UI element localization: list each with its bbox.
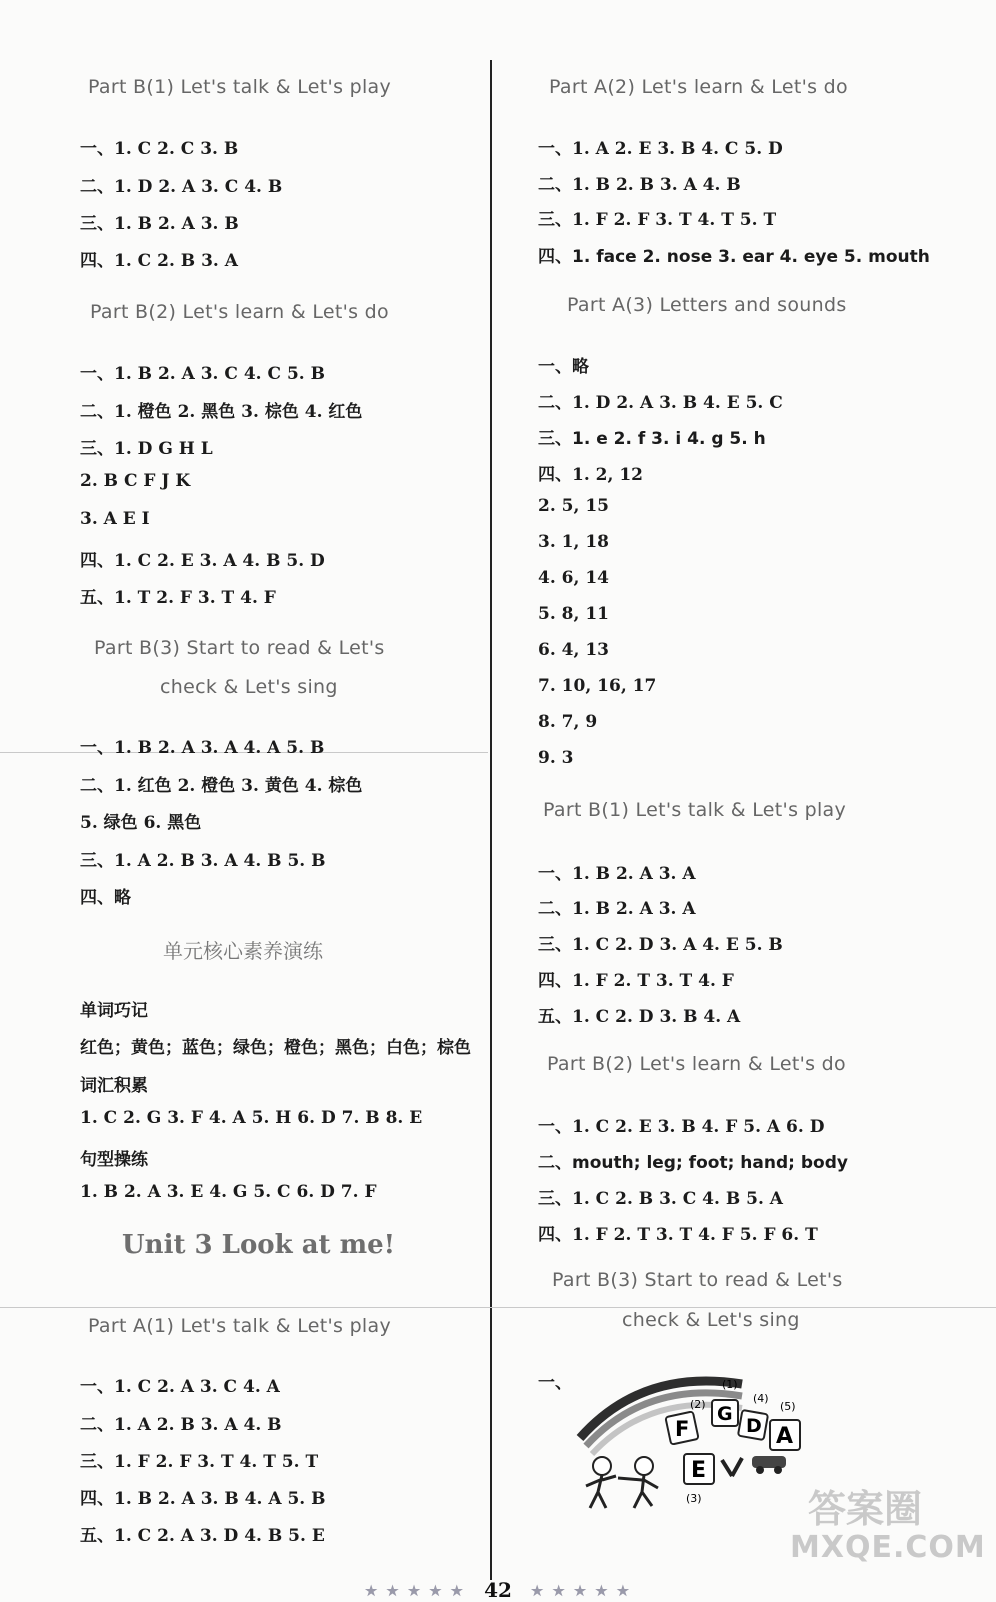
answer-line: 一、1. C 2. A 3. C 4. A bbox=[80, 1377, 280, 1397]
page-footer bbox=[0, 1578, 996, 1602]
book-icon bbox=[722, 1458, 742, 1476]
answer-line: 四、1. C 2. E 3. A 4. B 5. D bbox=[80, 551, 325, 571]
answer-line: 3. A E I bbox=[80, 509, 150, 529]
heading: Part B(3) Start to read & Let's bbox=[94, 637, 385, 659]
answer-line: 8. 7, 9 bbox=[538, 712, 598, 732]
answer-line: 四、1. 2, 12 bbox=[538, 465, 643, 485]
item-number: (5) bbox=[780, 1400, 796, 1413]
answer-line: 2. 5, 15 bbox=[538, 496, 609, 516]
rainbow-letters-figure bbox=[572, 1368, 822, 1526]
answer-line: 五、1. C 2. A 3. D 4. B 5. E bbox=[80, 1526, 325, 1546]
item-number: (4) bbox=[753, 1392, 769, 1405]
letter: D bbox=[746, 1415, 762, 1437]
letter: G bbox=[717, 1403, 733, 1425]
answer-line: 二、1. B 2. A 3. A bbox=[538, 899, 696, 919]
heading: Part B(1) Let's talk & Let's play bbox=[88, 76, 392, 98]
answer-line: 二、1. B 2. B 3. A 4. B bbox=[538, 175, 741, 195]
heading: Part B(2) Let's learn & Let's do bbox=[547, 1053, 846, 1075]
watermark-url: MXQE.COM bbox=[790, 1530, 986, 1565]
column-divider bbox=[490, 60, 492, 1580]
heading: Part B(1) Let's talk & Let's play bbox=[543, 799, 847, 821]
heading: Part A(2) Let's learn & Let's do bbox=[549, 76, 848, 98]
answer-line: 二、mouth; leg; foot; hand; body bbox=[538, 1153, 848, 1173]
answer-line: 三、1. C 2. D 3. A 4. E 5. B bbox=[538, 935, 783, 955]
answer-line: 一、1. B 2. A 3. A 4. A 5. B bbox=[80, 738, 325, 758]
page-number: 42 bbox=[484, 1578, 512, 1602]
letter: F bbox=[675, 1417, 690, 1441]
item-number: (1) bbox=[722, 1378, 738, 1391]
letter: A bbox=[776, 1424, 794, 1449]
answer-line: 三、1. B 2. A 3. B bbox=[80, 214, 239, 234]
answer-line: 四、1. C 2. B 3. A bbox=[80, 251, 238, 271]
answer-line: 一、1. C 2. C 3. B bbox=[80, 139, 239, 159]
letter: E bbox=[691, 1458, 707, 1483]
item-number: (2) bbox=[690, 1398, 706, 1411]
answer-line: 2. B C F J K bbox=[80, 471, 191, 491]
answer-line: 5. 绿色 6. 黑色 bbox=[80, 813, 202, 833]
children-icon bbox=[586, 1457, 658, 1508]
answer-line: 一、1. A 2. E 3. B 4. C 5. D bbox=[538, 139, 783, 159]
answer-line: 一、 bbox=[538, 1373, 572, 1393]
heading: Part A(3) Letters and sounds bbox=[567, 294, 847, 316]
answer-line: 7. 10, 16, 17 bbox=[538, 676, 657, 696]
answer-line: 三、1. C 2. B 3. C 4. B 5. A bbox=[538, 1189, 783, 1209]
answer-line: 二、1. D 2. A 3. C 4. B bbox=[80, 177, 283, 197]
answer-line: 一、1. B 2. A 3. C 4. C 5. B bbox=[80, 364, 325, 384]
answer-line: 9. 3 bbox=[538, 748, 574, 768]
heading: check & Let's sing bbox=[160, 676, 338, 698]
answer-line: 1. C 2. G 3. F 4. A 5. H 6. D 7. B 8. E bbox=[80, 1108, 423, 1128]
answer-line: 五、1. C 2. D 3. B 4. A bbox=[538, 1007, 741, 1027]
answer-line: 四、1. face 2. nose 3. ear 4. eye 5. mouth bbox=[538, 247, 930, 267]
answer-line: 一、1. C 2. E 3. B 4. F 5. A 6. D bbox=[538, 1117, 825, 1137]
answer-line: 3. 1, 18 bbox=[538, 532, 609, 552]
item-number: (3) bbox=[686, 1492, 702, 1505]
answer-line: 4. 6, 14 bbox=[538, 568, 609, 588]
answer-line: 四、1. F 2. T 3. T 4. F 5. F 6. T bbox=[538, 1225, 818, 1245]
scan-line bbox=[0, 1307, 996, 1308]
watermark-logo: 答案圈 bbox=[808, 1487, 923, 1531]
subsection-label: 单词巧记 bbox=[80, 1001, 148, 1021]
subsection-label: 句型操练 bbox=[80, 1150, 148, 1170]
subsection-label: 词汇积累 bbox=[80, 1076, 148, 1096]
answer-line: 四、1. F 2. T 3. T 4. F bbox=[538, 971, 734, 991]
answer-line: 二、1. A 2. B 3. A 4. B bbox=[80, 1415, 282, 1435]
answer-line: 三、1. A 2. B 3. A 4. B 5. B bbox=[80, 851, 326, 871]
answer-line: 四、1. B 2. A 3. B 4. A 5. B bbox=[80, 1489, 326, 1509]
answer-line: 二、1. 橙色 2. 黑色 3. 棕色 4. 红色 bbox=[80, 402, 363, 422]
toy-car-icon bbox=[752, 1456, 786, 1474]
star-decoration: ★ ★ ★ ★ ★ bbox=[530, 1583, 632, 1600]
heading: Part A(1) Let's talk & Let's play bbox=[88, 1315, 391, 1337]
answer-line: 五、1. T 2. F 3. T 4. F bbox=[80, 588, 276, 608]
unit-title: Unit 3 Look at me! bbox=[122, 1230, 396, 1260]
answer-line: 三、1. F 2. F 3. T 4. T 5. T bbox=[80, 1452, 319, 1472]
star-decoration: ★ ★ ★ ★ ★ bbox=[364, 1583, 466, 1600]
answer-line: 一、1. B 2. A 3. A bbox=[538, 864, 696, 884]
answer-line: 三、1. D G H L bbox=[80, 439, 213, 459]
answer-line: 三、1. F 2. F 3. T 4. T 5. T bbox=[538, 210, 777, 230]
answer-line: 四、略 bbox=[80, 888, 131, 908]
answer-line: 二、1. D 2. A 3. B 4. E 5. C bbox=[538, 393, 783, 413]
heading: Part B(2) Let's learn & Let's do bbox=[90, 301, 389, 323]
heading: check & Let's sing bbox=[622, 1309, 800, 1331]
answer-line: 二、1. 红色 2. 橙色 3. 黄色 4. 棕色 bbox=[80, 776, 363, 796]
answer-line: 红色；黄色；蓝色；绿色；橙色；黑色；白色；棕色 bbox=[80, 1038, 471, 1058]
answer-line: 5. 8, 11 bbox=[538, 604, 609, 624]
answer-line: 三、1. e 2. f 3. i 4. g 5. h bbox=[538, 429, 766, 449]
heading: Part B(3) Start to read & Let's bbox=[552, 1269, 843, 1291]
answer-line: 1. B 2. A 3. E 4. G 5. C 6. D 7. F bbox=[80, 1182, 377, 1202]
section-title: 单元核心素养演练 bbox=[163, 939, 323, 963]
answer-line: 6. 4, 13 bbox=[538, 640, 609, 660]
answer-line: 一、略 bbox=[538, 357, 589, 377]
